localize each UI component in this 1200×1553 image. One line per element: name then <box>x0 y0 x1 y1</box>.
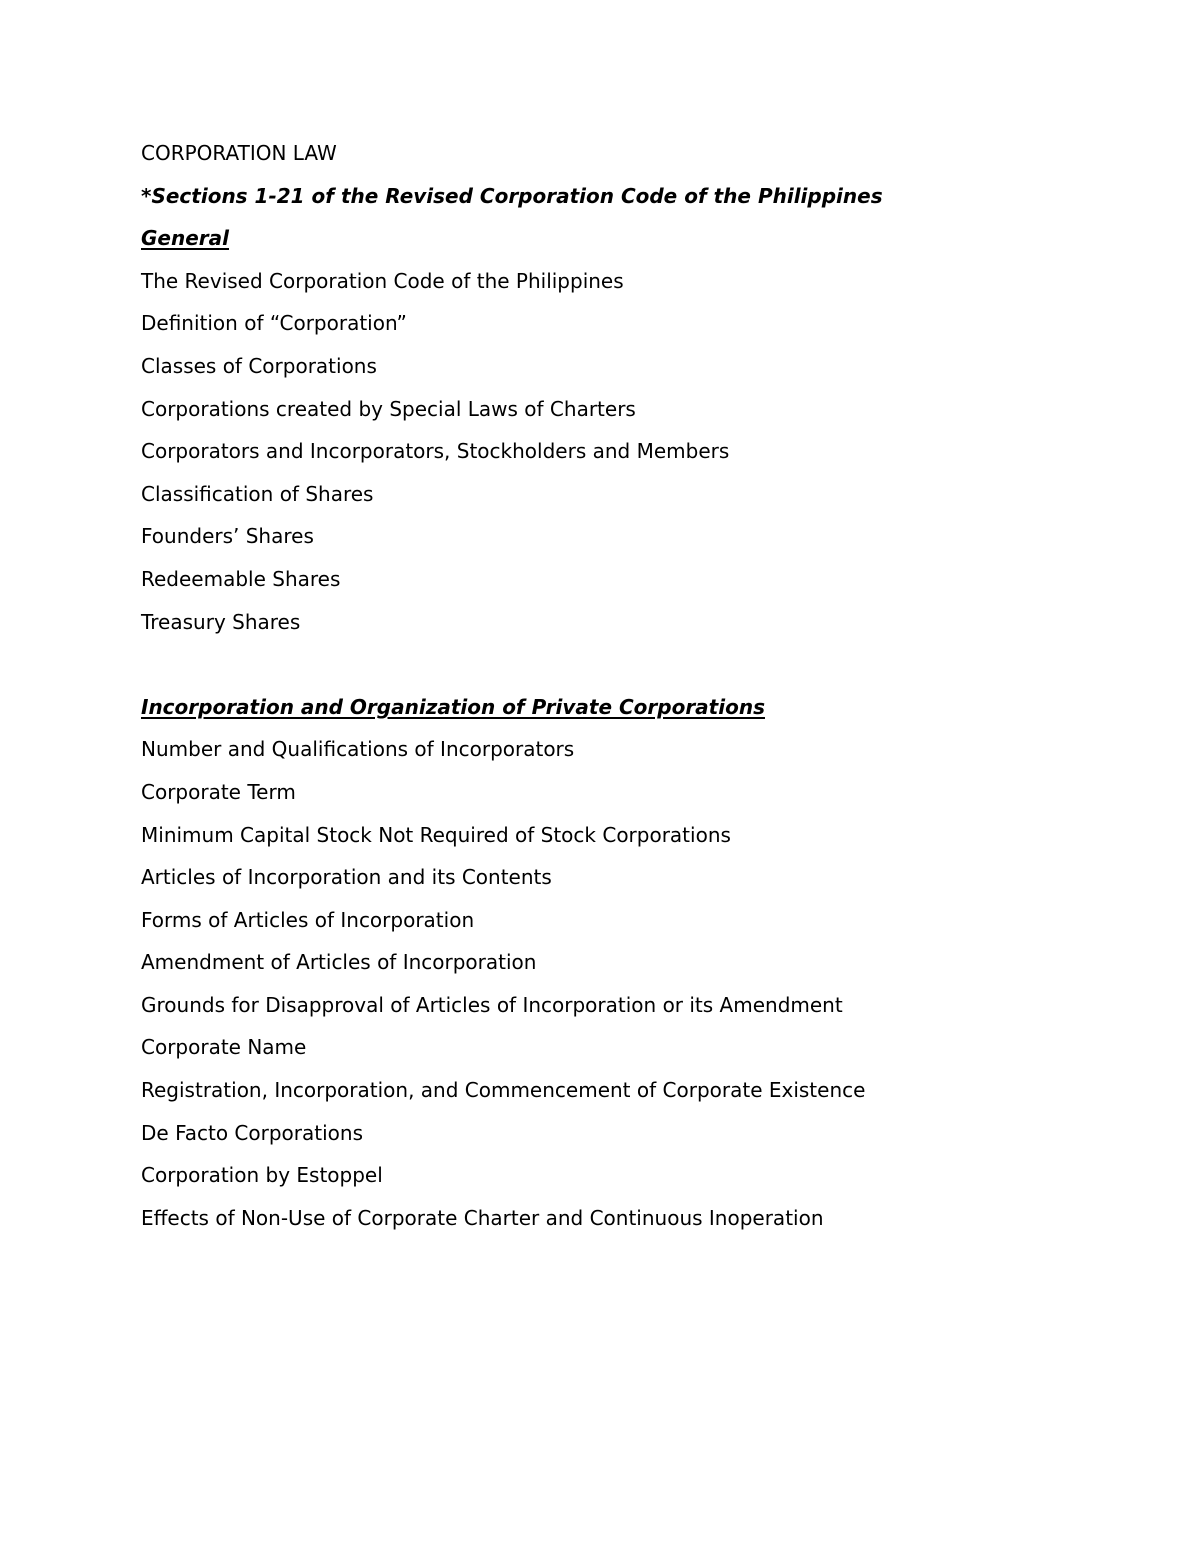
list-item: Classification of Shares <box>141 481 374 506</box>
document-subtitle: *Sections 1-21 of the Revised Corporation Code of the Philippines <box>141 183 883 208</box>
list-item: Redeemable Shares <box>141 566 341 591</box>
list-item: The Revised Corporation Code of the Philippines <box>141 268 624 293</box>
list-item: Corporation by Estoppel <box>141 1163 383 1188</box>
document-title: CORPORATION LAW <box>141 141 337 165</box>
list-item: Registration, Incorporation, and Commencement of Corporate Existence <box>141 1078 866 1103</box>
list-item: Corporations created by Special Laws of Charters <box>141 396 636 421</box>
section-heading: Incorporation and Organization of Private Corporations <box>141 694 765 719</box>
list-item: Founders’ Shares <box>141 524 314 549</box>
list-item: Definition of “Corporation” <box>141 311 407 336</box>
list-item: Corporators and Incorporators, Stockholders and Members <box>141 439 730 464</box>
list-item: Number and Qualifications of Incorporators <box>141 737 575 762</box>
section-general <box>141 224 1141 635</box>
list-item: Corporate Term <box>141 779 296 804</box>
section-spacer <box>141 650 1141 678</box>
list-item: Effects of Non-Use of Corporate Charter and Continuous Inoperation <box>141 1205 824 1230</box>
section-heading: General <box>141 226 229 251</box>
list-item: Amendment of Articles of Incorporation <box>141 950 537 975</box>
section-incorporation <box>141 693 1141 1232</box>
list-item: Grounds for Disapproval of Articles of Incorporation or its Amendment <box>141 992 843 1017</box>
list-item: Classes of Corporations <box>141 353 377 378</box>
list-item: De Facto Corporations <box>141 1120 363 1145</box>
document-page <box>141 139 1141 1246</box>
list-item: Forms of Articles of Incorporation <box>141 907 475 932</box>
list-item: Minimum Capital Stock Not Required of Stock Corporations <box>141 822 731 847</box>
list-item: Treasury Shares <box>141 609 301 634</box>
list-item: Corporate Name <box>141 1035 307 1060</box>
list-item: Articles of Incorporation and its Contents <box>141 865 552 890</box>
